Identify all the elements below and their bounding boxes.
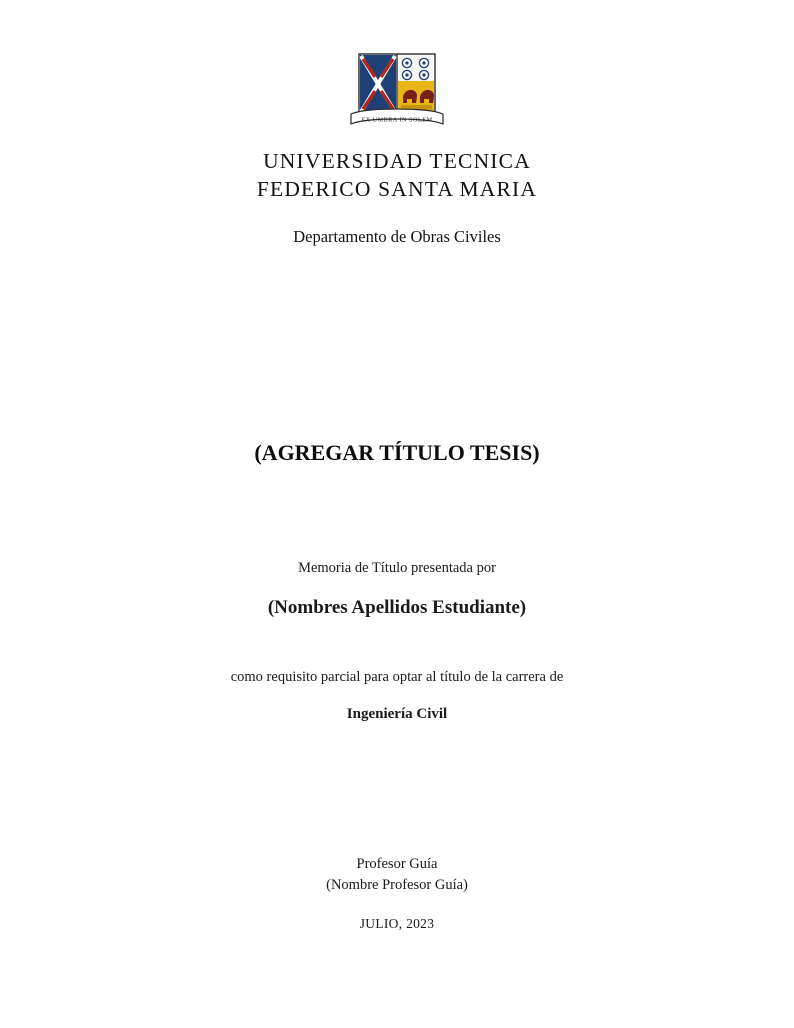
thesis-title: (AGREGAR TÍTULO TESIS) <box>254 440 540 466</box>
advisor-block <box>326 854 468 895</box>
advisor-name: (Nombre Profesor Guía) <box>326 876 468 893</box>
requirement-note: como requisito parcial para optar al título de la carrera de <box>230 669 564 686</box>
department-name: Departamento de Obras Civiles <box>293 227 501 247</box>
career-name: Ingeniería Civil <box>346 706 448 723</box>
university-name <box>257 148 537 203</box>
submission-note: Memoria de Título presentada por <box>298 560 496 577</box>
university-name-line2: FEDERICO SANTA MARIA <box>256 176 538 201</box>
publication-date-text: JULIO, 2023 <box>359 916 435 932</box>
university-name-line1: UNIVERSIDAD TECNICA <box>263 149 531 173</box>
publication-date <box>360 916 435 932</box>
advisor-label: Profesor Guía <box>356 856 438 873</box>
student-name: (Nombres Apellidos Estudiante) <box>267 597 527 619</box>
crest-motto-text: EX UMBRA IN SOLEM <box>361 117 433 124</box>
utfsm-coat-of-arms-icon <box>345 52 449 134</box>
